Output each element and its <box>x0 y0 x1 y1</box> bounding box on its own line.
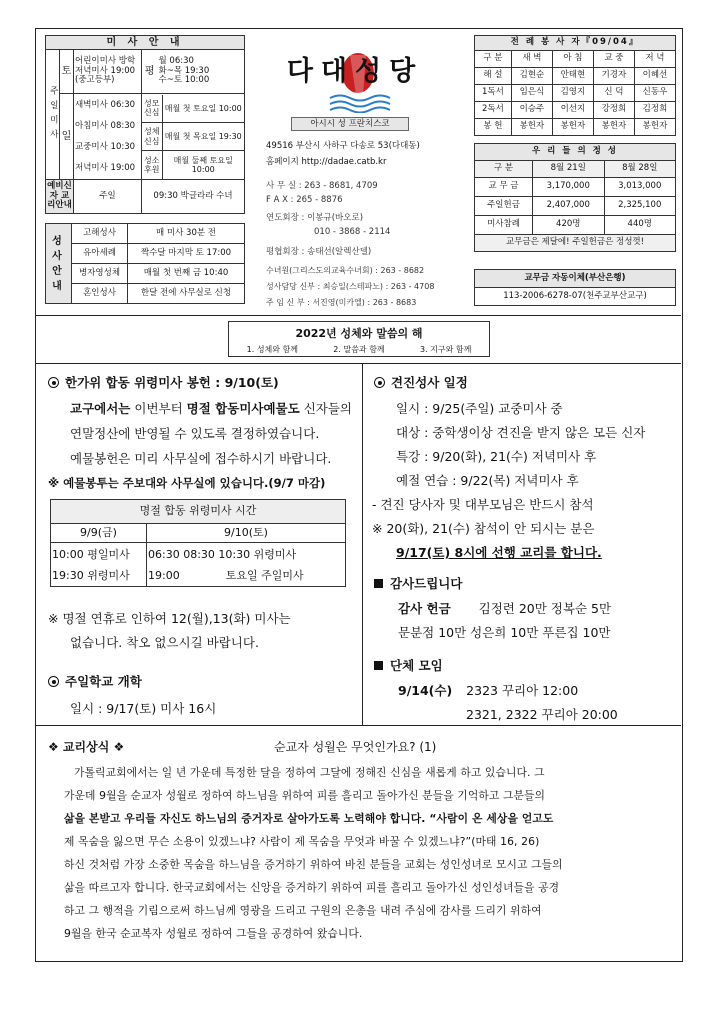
catechumen-time: 09:30 박글라라 수녀 <box>142 180 245 214</box>
sacrament-name: 유아세례 <box>72 244 128 264</box>
confirmation-absent-1: ※ 20(화), 21(수) 참석이 안 되시는 분은 <box>372 521 595 536</box>
thanks-line-2: 문분점 10만 성은희 10만 푸른집 10만 <box>398 625 611 640</box>
table-row: 2독서 이승주 이선지 강정희 김정희 <box>475 102 676 119</box>
sunday-school-heading: 주일학교 개학 <box>48 672 142 690</box>
assistant-priest: 성사담당 신부 : 최승일(스테파노) : 263 - 4708 <box>266 282 435 291</box>
year-theme-box <box>228 321 490 357</box>
confirmation-rehearsal: 예절 연습 : 9/22(목) 저녁미사 후 <box>396 473 579 488</box>
table-row: 1독서 임은식 김영지 신 덕 신동우 <box>475 85 676 102</box>
catechism-paragraph: 가톨릭교회에서는 일 년 가운데 특정한 달을 정하여 그달에 정해진 신심을 새롭게 하고 있습니다. 그 가운데 9월을 순교자 성월로 정하여 하느님을 위하여 피를 흘리고 돌아가신 분들을 기억하고 그분들의 삶을 본받고 우리들 자신도 하느님의 증거자로 살아가도록 노력해야 합니다. “사람이 온 세상을 얻고도 제 목숨을 잃으면 무슨 소용이 있겠느냐? 사람이 제 목숨을 무엇과 바꿀 수 있겠느냐?”(마태 16, 26) 하신 것처럼 가장 소중한 목숨을 하느님을 증거하기 위하여 바친 분들을 교회는 성인성녀로 모시고 그들의 삶을 따르고자 합니다. 한국교회에서는 신앙을 증거하기 위하여 피를 흘리고 돌아가신 성인성녀들을 공경 하고 그 행적을 기림으로써 하느님께 영광을 드리고 구원의 은총을 내려 주심에 감사를 드리기 위하여 9월을 한국 순교복자 성월로 정하여 그들을 공경하여 왔습니다. <box>64 766 563 940</box>
mass-guide-table <box>45 35 245 214</box>
offerings-title: 우 리 들 의 정 성 <box>475 144 676 161</box>
office-phone: 사 무 실 : 263 - 8681, 4709 <box>266 181 378 191</box>
holiday-note-2: 없습니다. 착오 없으시길 바랍니다. <box>70 635 259 650</box>
transfer-table <box>474 269 676 306</box>
transfer-account: 113-2006-6278-07(천주교부산교구) <box>475 288 676 306</box>
sacrament-desc: 매월 첫 번째 금 10:40 <box>128 264 245 284</box>
confirmation-absent-2: 9/17(토) 8시에 선행 교리를 합니다. <box>396 545 602 560</box>
bullet-icon <box>374 377 385 388</box>
sacrament-name: 고해성사 <box>72 224 128 244</box>
bullet-icon <box>48 377 59 388</box>
sacraments-label: 성 사 안 내 <box>46 224 72 304</box>
transfer-title: 교무금 자동이체(부산은행) <box>475 270 676 288</box>
patron-saint: 아시시 성 프란치스코 <box>291 117 409 131</box>
theme-item: 1. 성체와 함께 <box>246 345 298 354</box>
chair-phone: 010 - 3868 - 2114 <box>314 227 391 237</box>
table-row: 미사참례 420명 440명 <box>475 216 676 235</box>
group-heading: 단체 모임 <box>374 656 443 674</box>
chuseok-heading: 한가위 합동 위령미사 봉헌 : 9/10(토) <box>48 373 279 391</box>
sacrament-desc: 매 미사 30분 전 <box>128 224 245 244</box>
weekday-label: 평 <box>142 50 158 94</box>
confirmation-lecture: 특강 : 9/20(화), 21(수) 저녁미사 후 <box>396 449 597 464</box>
table-row: 주일헌금 2,407,000 2,325,100 <box>475 197 676 216</box>
weekday-masses: 월 06:30 화~목 19:30 수~토 10:00 <box>158 50 245 94</box>
liturgy-title: 전 례 봉 사 자『09/04』 <box>475 36 676 51</box>
saturday-label: 토 <box>60 50 74 94</box>
chuseok-line-3: 예물봉헌은 미리 사무실에 접수하시기 바랍니다. <box>70 451 332 466</box>
group-line-1: 9/14(수) 2323 꾸리아 12:00 <box>398 683 579 698</box>
confirmation-note: - 견진 당사자 및 대부모님은 반드시 참석 <box>372 497 594 512</box>
sacrament-desc: 한달 전에 사무실로 신청 <box>128 284 245 304</box>
sacrament-desc: 짝수달 마지막 토 17:00 <box>128 244 245 264</box>
parish-logo <box>270 43 440 93</box>
table-row: 해 설 김현순 안태현 기경자 이혜선 <box>475 68 676 85</box>
homepage-link[interactable]: 홈페이지 http://dadae.catb.kr <box>266 157 387 167</box>
holiday-table-title: 명절 합동 위령미사 시간 <box>51 500 346 524</box>
catechumen-day: 주일 <box>74 180 142 214</box>
convent: 수녀원(그리스도의교육수녀회) : 263 - 8682 <box>266 266 425 275</box>
offerings-table: 우 리 들 의 정 성 구 분 8월 21일 8월 28일 교 무 금 3,170,000 3,013,000 주일헌금 2,407,000 2,325,100 미사참례 420명 440명 교무금은 제달에! 주일헌금은 정성껏! <box>474 143 676 252</box>
table-row: 10:00 평일미사 19:30 위령미사 06:30 08:30 10:30 위령미사 19:00 토요일 주일미사 <box>51 543 346 587</box>
square-bullet-icon <box>374 661 383 670</box>
chair: 연도회장 : 이봉규(바오로) <box>266 213 364 223</box>
sunday-school-date: 일시 : 9/17(토) 미사 16시 <box>70 701 217 716</box>
theme-item: 3. 지구와 함께 <box>419 345 472 354</box>
holiday-note-1: ※ 명절 연휴로 인하여 12(월),13(화) 미사는 <box>48 611 291 626</box>
catechism-title: 순교자 성월은 무엇인가요? (1) <box>274 740 437 754</box>
table-row: 봉 헌 봉헌자 봉헌자 봉헌자 봉헌자 <box>475 119 676 136</box>
confirmation-date: 일시 : 9/25(주일) 교중미사 중 <box>396 401 563 416</box>
sunday-label: 일 <box>60 94 74 180</box>
sacrament-name: 병자영성체 <box>72 264 128 284</box>
sunday-mass-label: 주일미사 <box>46 50 60 180</box>
chuseok-line-2: 연말정산에 반영될 수 있도록 결정하였습니다. <box>70 426 320 441</box>
mass-guide-title: 미 사 안 내 <box>46 36 245 50</box>
devotion-masses: 성모신심 매월 첫 토요일 10:00 성체신심 매월 첫 목요일 19:30 성소후원 매월 둘째 토요일 10:00 <box>142 94 245 180</box>
offerings-note: 교무금은 제달에! 주일헌금은 정성껏! <box>475 235 676 252</box>
saturday-masses: 어린이미사 방학 저녁미사 19:00 (중고등부) <box>74 50 142 94</box>
sacrament-name: 혼인성사 <box>72 284 128 304</box>
holiday-mass-table: 명절 합동 위령미사 시간 9/9(금) 9/10(토) 10:00 평일미사 19:30 위령미사 06:30 08:30 10:30 위령미사 19:00 토요일 주일미사 <box>50 499 346 587</box>
sunday-masses: 새벽미사 06:30 아침미사 08:30 교중미사 10:30 저녁미사 19:00 <box>74 94 142 180</box>
table-row: 교 무 금 3,170,000 3,013,000 <box>475 178 676 197</box>
council-president: 평협회장 : 송태선(알렉산델) <box>266 247 372 257</box>
catechism-label: ❖ 교리상식 ❖ <box>48 740 125 754</box>
group-line-2: 2321, 2322 꾸리아 20:00 <box>466 707 618 722</box>
sacraments-table <box>45 223 245 304</box>
catechumen-label: 예비신자 교리안내 <box>46 180 74 214</box>
parish-name: 다대성당 <box>286 56 424 87</box>
envelope-note: ※ 예물봉투는 주보대와 사무실에 있습니다.(9/7 마감) <box>48 476 326 490</box>
thanks-line-1: 감사 헌금 김정련 20만 정복순 5만 <box>398 601 612 616</box>
theme-item: 2. 말씀과 함께 <box>333 345 385 354</box>
confirmation-heading: 견진성사 일정 <box>374 373 468 391</box>
confirmation-target: 대상 : 중학생이상 견진을 받지 않은 모든 신자 <box>396 425 646 440</box>
chuseok-line-1: 교구에서는 이번부터 명절 합동미사예물도 신자들의 <box>70 401 352 416</box>
thanks-heading: 감사드립니다 <box>374 574 462 592</box>
square-bullet-icon <box>374 579 383 588</box>
pastor: 주 임 신 부 : 서진영(미카엘) : 263 - 8683 <box>266 298 417 307</box>
year-theme-title: 2022년 성체와 말씀의 해 <box>295 327 423 340</box>
address: 49516 부산시 사하구 다송로 53(다대동) <box>266 141 420 151</box>
liturgy-table: 전 례 봉 사 자『09/04』 구 분 새 벽 아 침 교 중 저 녁 해 설 김현순 안태현 기경자 이혜선 1독서 임은식 김영지 신 덕 신동우 2독서 이승주 이선지 강정희 김정희 봉 헌 봉헌자 봉헌자 봉헌자 봉헌자 <box>474 35 676 136</box>
fax: F A X : 265 - 8876 <box>266 195 343 205</box>
bulletin-page <box>35 28 683 962</box>
bullet-icon <box>48 676 59 687</box>
